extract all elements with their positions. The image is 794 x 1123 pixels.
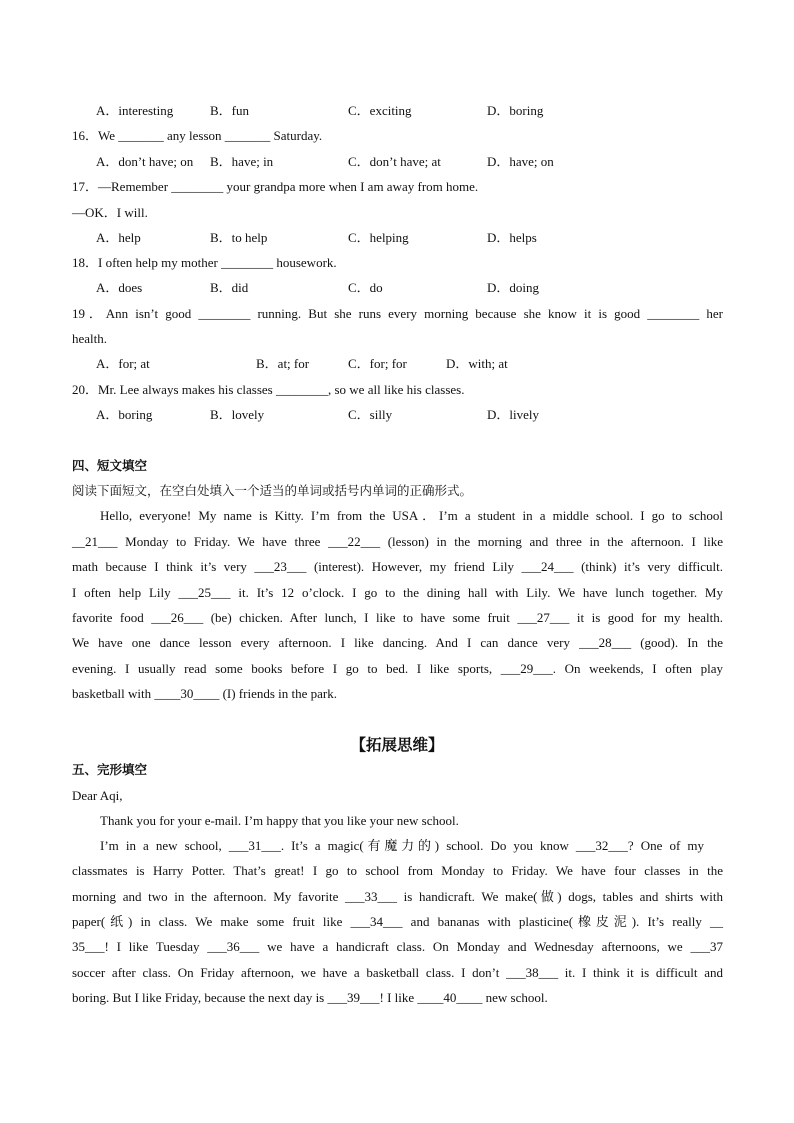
q20-option-d: D．lively	[487, 407, 539, 422]
passage-line-7: evening. I usually read some books before I go to bed. I like sports, ___29___. On weekends, I often play	[72, 661, 723, 676]
question-20: 20．Mr. Lee always makes his classes ________, so we all like his classes.	[72, 382, 465, 397]
q15-option-b: B．fun	[210, 103, 250, 118]
q16-option-a: A．don’t have; on	[96, 154, 194, 169]
question-17: 17．—Remember ________ your grandpa more when I am away from home.	[72, 179, 479, 194]
q15-option-c: C．exciting	[348, 103, 412, 118]
question-19-line-2: health.	[72, 331, 108, 346]
letter-line-2: I’m in a new school, ___31___. It’s a magic(有魔力的) school. Do you know ___32___? One of my	[100, 838, 704, 853]
passage-line-4: I often help Lily ___25___ it. It’s 12 o’clock. I go to the dining hall with Lily. We have lunch together. My	[72, 585, 723, 600]
q16-option-d: D．have; on	[487, 154, 554, 169]
q17-option-d: D．helps	[487, 230, 537, 245]
q18-option-b: B．did	[210, 280, 249, 295]
passage-line-5: favorite food ___26___ (be) chicken. After lunch, I like to have some fruit ___27___ it is good for my health.	[72, 610, 723, 625]
passage-line-3: math because I think it’s very ___23___ (interest). However, my friend Lily ___24___ (think) it’s very difficult.	[72, 559, 723, 574]
letter-greeting: Dear Aqi,	[72, 788, 123, 803]
letter-line-1: Thank you for your e-mail. I’m happy that you like your new school.	[100, 813, 459, 828]
section-4-heading: 四、短文填空	[72, 458, 148, 473]
q18-option-d: D．doing	[487, 280, 540, 295]
letter-line-5: paper(纸) in class. We make some fruit like ___34___ and bananas with plasticine(橡皮泥). It’s really __	[72, 914, 723, 929]
q19-option-d: D．with; at	[446, 356, 508, 371]
q19-option-b: B．at; for	[256, 356, 310, 371]
question-17-reply: —OK．I will.	[72, 205, 148, 220]
q16-option-c: C．don’t have; at	[348, 154, 441, 169]
q19-option-c: C．for; for	[348, 356, 407, 371]
passage-line-8: basketball with ____30____ (I) friends in the park.	[72, 686, 337, 701]
question-16: 16．We _______ any lesson _______ Saturday.	[72, 128, 323, 143]
q20-option-a: A．boring	[96, 407, 153, 422]
q17-option-c: C．helping	[348, 230, 409, 245]
q15-option-a: A．interesting	[96, 103, 174, 118]
q20-option-b: B．lovely	[210, 407, 265, 422]
q18-option-a: A．does	[96, 280, 143, 295]
question-19-line-1: 19．Ann isn’t good ________ running. But she runs every morning because she know it is good ________ her	[72, 306, 723, 321]
section-title-extension: 【拓展思维】	[350, 736, 444, 754]
q17-option-a: A．help	[96, 230, 141, 245]
letter-line-7: soccer after class. On Friday afternoon, we have a basketball class. I don’t ___38___ it. I think it is difficult and	[72, 965, 723, 980]
q16-option-b: B．have; in	[210, 154, 274, 169]
q17-option-b: B．to help	[210, 230, 268, 245]
passage-line-6: We have one dance lesson every afternoon. I like dancing. And I can dance very ___28___ (good). In the	[72, 635, 723, 650]
question-18: 18．I often help my mother ________ housework.	[72, 255, 337, 270]
letter-line-8: boring. But I like Friday, because the next day is ___39___! I like ____40____ new school.	[72, 990, 548, 1005]
section-5-heading: 五、完形填空	[72, 762, 148, 777]
letter-line-6: 35___! I like Tuesday ___36___ we have a handicraft class. On Monday and Wednesday afternoons, we ___37	[72, 939, 723, 954]
letter-line-3: classmates is Harry Potter. That’s great! I go to school from Monday to Friday. We have four classes in the	[72, 863, 723, 878]
passage-line-1: Hello, everyone! My name is Kitty. I’m from the USA．I’m a student in a middle school. I go to school	[100, 508, 723, 523]
q18-option-c: C．do	[348, 280, 383, 295]
q19-option-a: A．for; at	[96, 356, 150, 371]
letter-line-4: morning and two in the afternoon. My favorite ___33___ is handicraft. We make(做) dogs, tables and shirts with	[72, 889, 723, 904]
section-4-instructions: 阅读下面短文，在空白处填入一个适当的单词或括号内单词的正确形式。	[72, 483, 473, 498]
q20-option-c: C．silly	[348, 407, 393, 422]
passage-line-2: __21___ Monday to Friday. We have three ___22___ (lesson) in the morning and three in the afternoon. I like	[72, 534, 723, 549]
q15-option-d: D．boring	[487, 103, 544, 118]
